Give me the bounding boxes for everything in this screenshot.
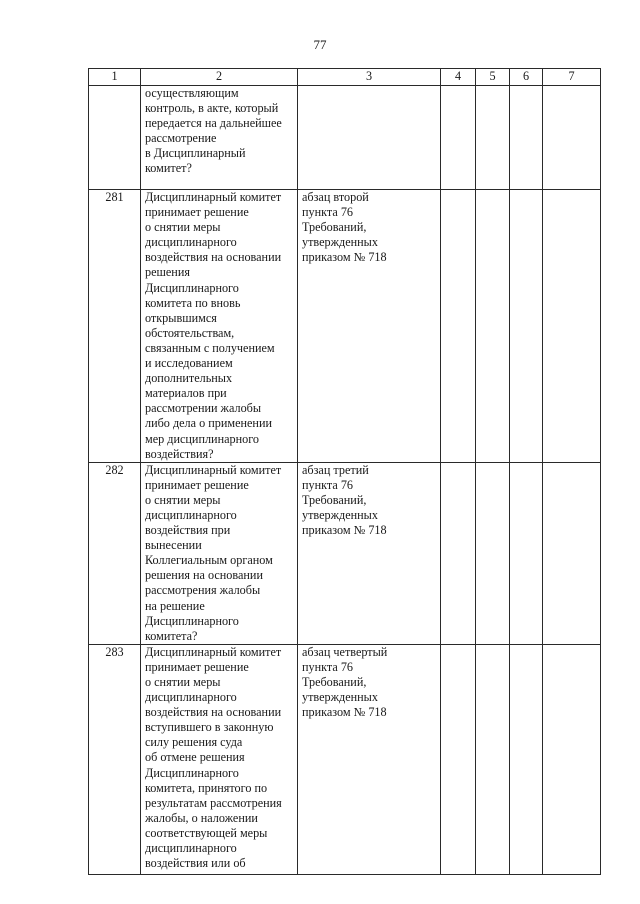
reference-cell: абзац третий пункта 76 Требований, утвержденных приказом № 718	[298, 462, 441, 644]
table-row	[89, 644, 601, 874]
answer-cell-7	[543, 462, 601, 644]
column-header: 5	[476, 69, 510, 86]
answer-cell-6	[510, 190, 543, 463]
table-header-row	[89, 69, 601, 86]
reference-cell: абзац второй пункта 76 Требований, утвержденных приказом № 718	[298, 190, 441, 463]
column-header: 3	[298, 69, 441, 86]
column-header: 2	[141, 69, 298, 86]
answer-cell-4	[441, 86, 476, 190]
reference-cell: абзац четвертый пункта 76 Требований, утвержденных приказом № 718	[298, 644, 441, 874]
answer-cell-5	[476, 462, 510, 644]
column-header: 4	[441, 69, 476, 86]
answer-cell-5	[476, 190, 510, 463]
answer-cell-6	[510, 644, 543, 874]
answer-cell-4	[441, 644, 476, 874]
checklist-table	[88, 68, 601, 875]
answer-cell-7	[543, 86, 601, 190]
row-number: 282	[89, 462, 141, 644]
answer-cell-4	[441, 462, 476, 644]
table-row	[89, 190, 601, 463]
row-number: 281	[89, 190, 141, 463]
row-number	[89, 86, 141, 190]
column-header: 7	[543, 69, 601, 86]
answer-cell-5	[476, 86, 510, 190]
question-cell: осуществляющим контроль, в акте, который передается на дальнейшее рассмотрение в Дисциплинарный комитет?	[141, 86, 298, 190]
answer-cell-7	[543, 644, 601, 874]
answer-cell-6	[510, 86, 543, 190]
question-cell: Дисциплинарный комитет принимает решение о снятии меры дисциплинарного воздействия на основании решения Дисциплинарного комитета по вновь открывшимся обстоятельствам, связанным с получением и исследованием дополнительных материалов при рассмотрении жалобы либо дела о применении мер дисциплинарного воздействия?	[141, 190, 298, 463]
table-row	[89, 86, 601, 190]
question-cell: Дисциплинарный комитет принимает решение о снятии меры дисциплинарного воздействия на основании вступившего в законную силу решения суда об отмене решения Дисциплинарного комитета, принятого по результатам рассмотрения жалобы, о наложении соответствующей меры дисциплинарного воздействия или об	[141, 644, 298, 874]
answer-cell-6	[510, 462, 543, 644]
question-cell: Дисциплинарный комитет принимает решение о снятии меры дисциплинарного воздействия при вынесении Коллегиальным органом решения на основании рассмотрения жалобы на решение Дисциплинарного комитета?	[141, 462, 298, 644]
answer-cell-7	[543, 190, 601, 463]
page-number: 77	[313, 37, 327, 52]
row-number: 283	[89, 644, 141, 874]
answer-cell-5	[476, 644, 510, 874]
answer-cell-4	[441, 190, 476, 463]
table-row	[89, 462, 601, 644]
reference-cell	[298, 86, 441, 190]
column-header: 6	[510, 69, 543, 86]
column-header: 1	[89, 69, 141, 86]
